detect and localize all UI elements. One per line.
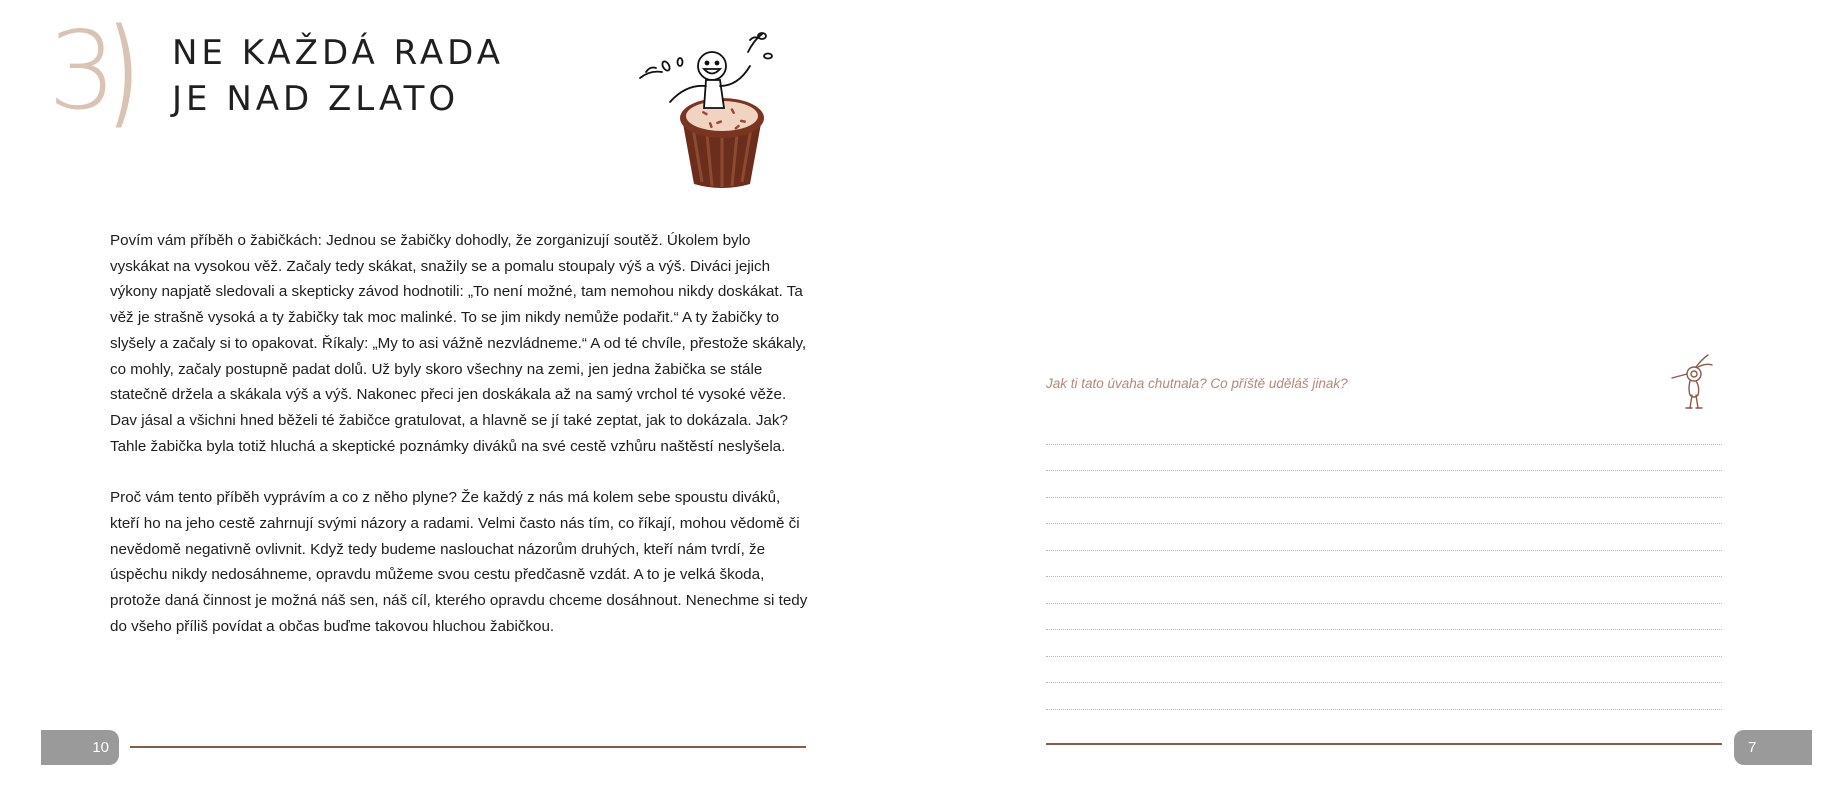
bird-icon	[1668, 352, 1718, 410]
reflection-prompt: Jak ti tato úvaha chutnala? Co příště uděláš jinak?	[1046, 376, 1348, 391]
story-text	[110, 228, 810, 666]
writing-line[interactable]	[1046, 551, 1722, 578]
paragraph-1: Povím vám příběh o žabičkách: Jednou se žabičky dohodly, že zorganizují soutěž. Úkolem bylo vyskákat na vysokou věž. Začaly tedy skákat, snažily se a pomalu stoupaly výš a výš. Diváci jejich výkony napjatě sledovali a skepticky závod hodnotili: „To není možné, tam nemohou nikdy doskákat. Ta věž je strašně vysoká a ty žabičky tak moc malinké. To se jim nikdy nemůže podařit.“ A ty žabičky to slyšely a začaly si to opakovat. Říkaly: „My to asi vážně nezvládneme.“ A od té chvíle, přestože skákaly, co mohly, začaly postupně padat dolů. Už byly skoro všechny na zemi, jen jedna žabička se stále statečně držela a skákala výš a výš. Nakonec přeci jen doskákala až na samý vrchol té vysoké věže. Dav jásal a všichni hned běželi té žabičce gratulovat, a hlavně se jí také zeptat, jak to dokázala. Jak? Tahle žabička byla totiž hluchá a skeptické poznámky diváků na své cestě vzhůru naštěstí neslyšela.	[110, 232, 807, 455]
cupcake	[680, 98, 764, 188]
chapter-paren: )	[110, 2, 138, 140]
writing-line[interactable]	[1046, 577, 1722, 604]
writing-line[interactable]	[1046, 524, 1722, 551]
writing-line[interactable]	[1046, 445, 1722, 472]
writing-line[interactable]	[1046, 630, 1722, 657]
chapter-title-line-1: NE KAŽDÁ RADA	[172, 33, 504, 73]
chapter-number: 3	[48, 9, 119, 134]
writing-line[interactable]	[1046, 657, 1722, 684]
page-number-right: 7	[1734, 730, 1812, 765]
cupcake-figure-illustration	[632, 26, 802, 196]
writing-line[interactable]	[1046, 683, 1722, 710]
chapter-title	[172, 30, 504, 122]
paragraph-2: Proč vám tento příběh vyprávím a co z něho plyne? Že každý z nás má kolem sebe spoustu diváků, kteří ho na jeho cestě zahrnují svými názory a radami. Velmi často nás tím, co říkají, mohou vědomě či nevědomě negativně ovlivnit. Když tedy budeme naslouchat názorům druhých, kteří nám tvrdí, že úspěchu nikdy nedosáhneme, opravdu můžeme svou cestu předčasně vzdát. A to je velká škoda, protože daná činnost je možná náš sen, náš cíl, kterého opravdu chceme dosáhnout. Nenechme si tedy do všeho příliš povídat a občas buďme takovou hluchou žabičkou.	[110, 489, 808, 635]
writing-line[interactable]	[1046, 604, 1722, 631]
footer-rule-left	[130, 746, 806, 748]
chapter-title-line-2: JE NAD ZLATO	[172, 79, 460, 119]
writing-line[interactable]	[1046, 418, 1722, 445]
footer-rule-right	[1046, 743, 1722, 745]
writing-line[interactable]	[1046, 471, 1722, 498]
writing-lines	[1046, 418, 1722, 710]
writing-line[interactable]	[1046, 498, 1722, 525]
page-number-left: 10	[41, 730, 119, 765]
